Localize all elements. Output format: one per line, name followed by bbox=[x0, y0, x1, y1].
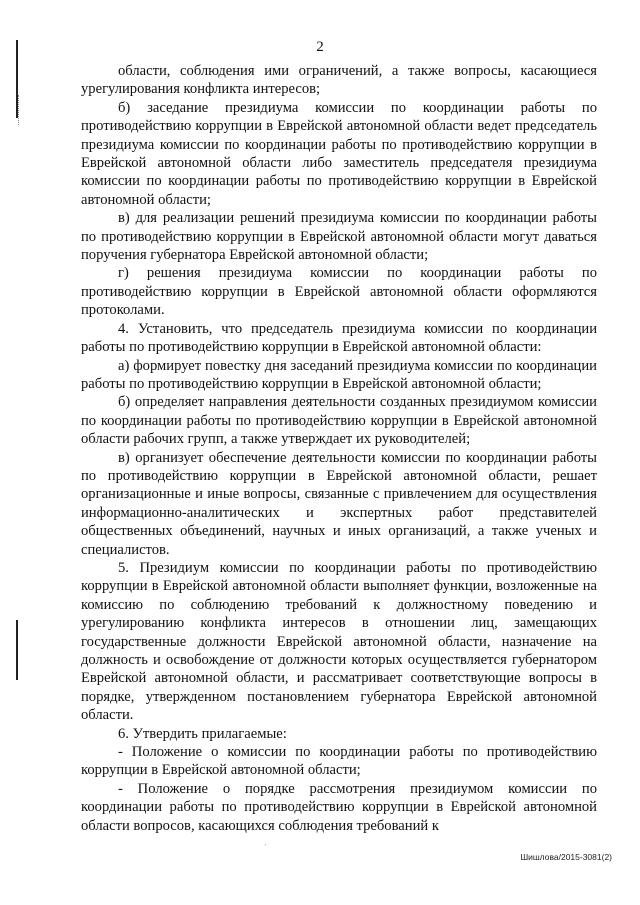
paragraph-4a: а) формирует повестку дня заседаний президиума комиссии по координации работы по противодействию коррупции в Еврейской автономной области; bbox=[81, 357, 597, 392]
scan-edge-mark-middle bbox=[16, 620, 18, 680]
paragraph-3g: г) решения президиума комиссии по координации работы по противодействию коррупции в Еврейской автономной области оформляются протоколами. bbox=[81, 265, 597, 319]
paragraph-3v: в) для реализации решений президиума комиссии по координации работы по противодействию коррупции в Еврейской автономной области могут даваться поручения губернатора Еврейской автономной области; bbox=[81, 210, 597, 264]
scan-edge-dots bbox=[18, 95, 20, 125]
paragraph-6-item-1: - Положение о комиссии по координации работы по противодействию коррупции в Еврейской автономной области; bbox=[81, 744, 597, 779]
paragraph-continuation: области, соблюдения ими ограничений, а также вопросы, касающиеся урегулирования конфликта интересов; bbox=[81, 63, 597, 98]
document-footer-code: Шишлова/2015-3081(2) bbox=[520, 852, 612, 862]
scan-speck: · bbox=[264, 840, 267, 850]
paragraph-4b: б) определяет направления деятельности созданных президиумом комиссии по координации работы по противодействию коррупции в Еврейской автономной области рабочих групп, а также утверждает их руководителей; bbox=[81, 394, 597, 448]
paragraph-6: 6. Утвердить прилагаемые: bbox=[118, 725, 287, 742]
document-body bbox=[81, 62, 597, 835]
page-number: 2 bbox=[316, 39, 324, 55]
paragraph-5: 5. Президиум комиссии по координации работы по противодействию коррупции в Еврейской автономной области выполняет функции, возложенные на комиссию по соблюдению требований к должностному поведению и урегулированию конфликта интересов в отношении лиц, замещающих государственные должности Еврейской автономной области, назначение на должность и освобождение от должности которых осуществляется губернатором Еврейской автономной области, и рассматривает соответствующие вопросы в порядке, утвержденном постановлением губернатора Еврейской автономной области. bbox=[81, 559, 597, 724]
paragraph-3b: б) заседание президиума комиссии по координации работы по противодействию коррупции в Еврейской автономной области ведет председатель президиума комиссии по координации работы по противодействию коррупции в Еврейской автономной области либо заместитель председателя президиума комиссии по координации работы по противодействию коррупции в Еврейской автономной области; bbox=[81, 99, 597, 208]
paragraph-6-item-2: - Положение о порядке рассмотрения президиумом комиссии по координации работы по противодействию коррупции в Еврейской автономной области вопросов, касающихся соблюдения требований к bbox=[81, 780, 597, 834]
paragraph-4: 4. Установить, что председатель президиума комиссии по координации работы по противодействию коррупции в Еврейской автономной области: bbox=[81, 320, 597, 356]
paragraph-4v: в) организует обеспечение деятельности комиссии по координации работы по противодействию коррупции в Еврейской автономной области, решает организационные и иные вопросы, связанные с привлечением для осуществления информационно-аналитических и экспертных работ представителей общественных объединений, научных и иных организаций, а также ученых и специалистов. bbox=[81, 449, 597, 558]
